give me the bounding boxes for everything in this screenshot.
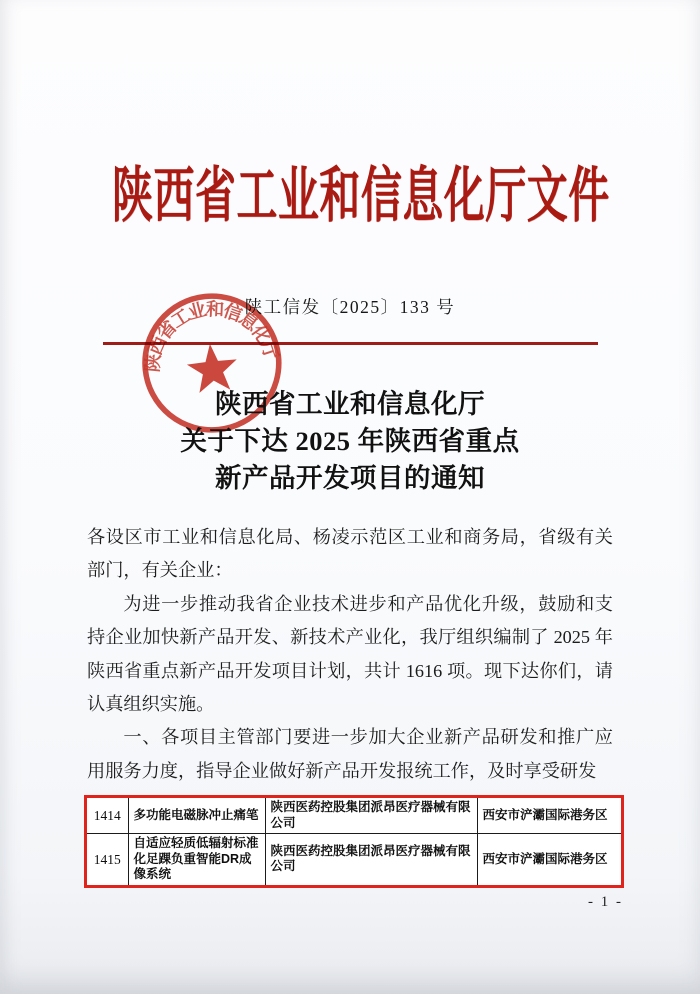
- company-name-cell: 陕西医药控股集团派昂医疗器械有限公司: [265, 798, 477, 834]
- agency-banner-title: 陕西省工业和信息化厅文件: [112, 163, 610, 229]
- project-name-cell: 多功能电磁脉冲止痛笔: [128, 798, 265, 834]
- project-number-cell: 1414: [87, 798, 128, 834]
- project-name-cell: 自适应轻质低辐射标准化足踝负重智能DR成像系统: [128, 834, 265, 885]
- table-row: [87, 834, 621, 885]
- notice-title: [0, 386, 700, 497]
- notice-title-line-2: 关于下达 2025 年陕西省重点: [180, 426, 520, 456]
- notice-title-line-1: 陕西省工业和信息化厅: [215, 389, 485, 419]
- project-list-excerpt-table: [84, 795, 624, 888]
- district-cell: 西安市浐灞国际港务区: [477, 834, 621, 885]
- notice-title-line-3: 新产品开发项目的通知: [215, 463, 485, 493]
- table-row: [87, 798, 621, 834]
- company-name-cell: 陕西医药控股集团派昂医疗器械有限公司: [265, 834, 477, 885]
- district-cell: 西安市浐灞国际港务区: [477, 798, 621, 834]
- body-paragraph-2: 一、各项目主管部门要进一步加大企业新产品研发和推广应用服务力度，指导企业做好新产品开发报统工作，及时享受研发: [87, 727, 613, 781]
- body-paragraph-1: 为进一步推动我省企业技术进步和产品优化升级，鼓励和支持企业加快新产品开发、新技术产业化，我厅组织编制了 2025 年陕西省重点新产品开发项目计划，共计 1616 项。现下达你们，请认真组织实施。: [87, 593, 613, 715]
- page-number: - 1 -: [588, 894, 623, 910]
- project-number-cell: 1415: [87, 834, 128, 885]
- seal-arc-text: 陕西省工业和信息化厅: [142, 299, 282, 374]
- document-reference-number: 陕工信发〔2025〕133 号: [244, 297, 456, 317]
- salutation-paragraph: 各设区市工业和信息化局、杨凌示范区工业和商务局，省级有关部门，有关企业：: [87, 527, 613, 581]
- notice-body: [87, 521, 613, 788]
